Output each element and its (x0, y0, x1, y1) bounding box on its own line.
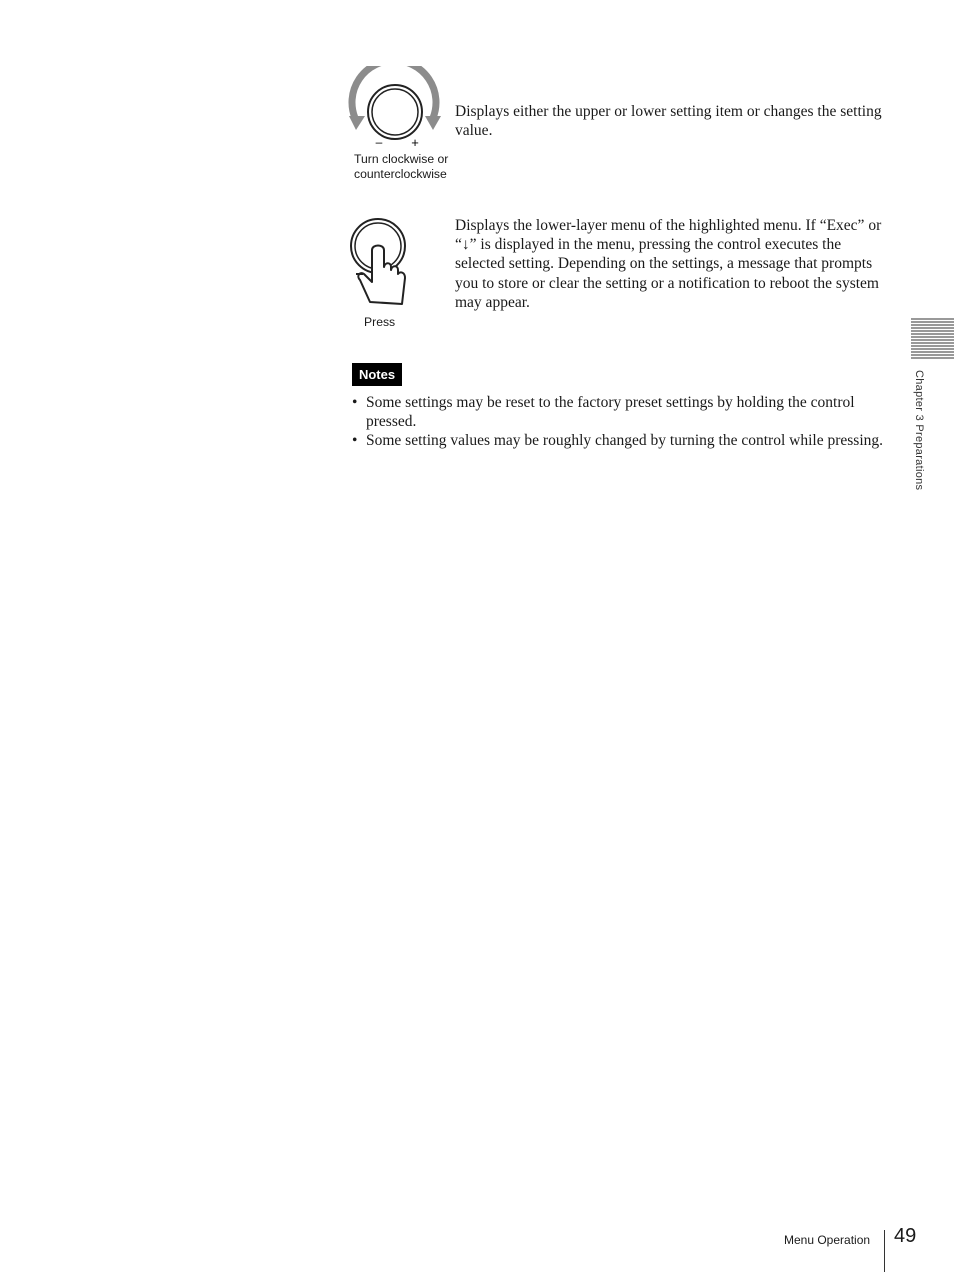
footer-divider (884, 1230, 885, 1272)
press-control-description: Displays the lower-layer menu of the highlighted menu. If “Exec” or “↓” is displayed in the menu, pressing the control executes the selected setting. Depending on the settings, a message that prompts you to store or clear the setting or a notification to reboot the system may appear. (455, 217, 882, 311)
bullet: • (352, 394, 358, 411)
chapter-tab-stripes (911, 318, 954, 360)
knob-minus-label: – (375, 135, 383, 149)
note-text: Some setting values may be roughly changed by turning the control while pressing. (366, 432, 883, 450)
note-item (352, 393, 892, 431)
bullet: • (352, 432, 358, 450)
note-item (352, 431, 892, 450)
notes-heading: Notes (352, 363, 402, 386)
page-number: 49 (894, 1225, 917, 1247)
turn-control-caption (354, 152, 448, 182)
turn-control-description: Displays either the upper or lower setting item or changes the setting value. (455, 103, 882, 140)
notes-list (352, 393, 892, 451)
rotary-knob-press-icon (348, 216, 412, 312)
turn-caption-line2: counterclockwise (354, 167, 447, 181)
footer-section-title: Menu Operation (784, 1233, 871, 1247)
knob-plus-label: + (411, 135, 419, 150)
chapter-tab-label (912, 370, 926, 500)
turn-caption-line1: Turn clockwise or (354, 152, 449, 166)
chapter-tab-text: Chapter 3 Preparations (913, 370, 925, 491)
note-text: Some settings may be reset to the factory preset settings by holding the control pressed. (366, 394, 855, 431)
press-control-caption: Press (364, 315, 396, 329)
rotary-knob-turn-icon (345, 66, 445, 150)
